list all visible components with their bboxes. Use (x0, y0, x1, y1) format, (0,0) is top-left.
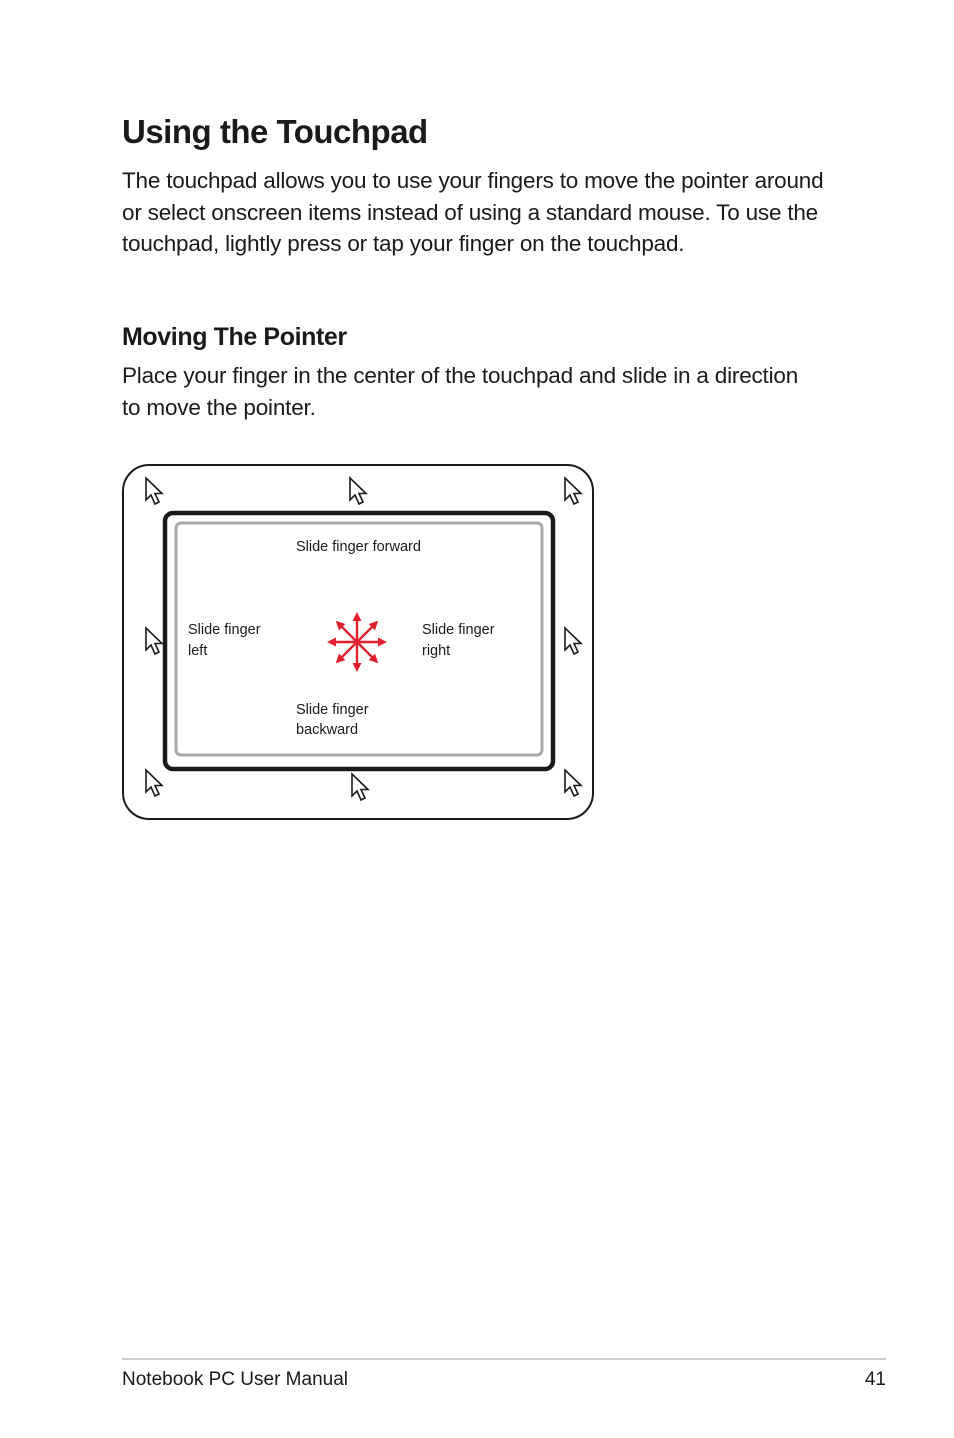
direction-arrows-icon (327, 612, 387, 672)
page-number: 41 (864, 1369, 886, 1390)
page-title: Using the Touchpad (122, 113, 428, 150)
label-left: left (188, 643, 208, 659)
label-forward: Slide finger forward (296, 539, 421, 555)
section-heading: Moving The Pointer (122, 323, 347, 351)
footer-divider (122, 1358, 886, 1360)
label-right: Slide finger (422, 622, 495, 638)
label-left: Slide finger (188, 622, 261, 638)
label-right: right (422, 643, 451, 659)
label-backward: Slide finger (296, 702, 369, 718)
touchpad-diagram (122, 464, 596, 824)
intro-paragraph: The touchpad allows you to use your fingers to move the pointer around or select onscreen items instead of using a standard mouse. To use the touchpad, lightly press or tap your finger on the touchpad. (122, 168, 824, 256)
footer-manual-title: Notebook PC User Manual (122, 1369, 348, 1390)
label-backward: backward (296, 722, 359, 738)
instruction-paragraph: Place your finger in the center of the touchpad and slide in a direction to move the pointer. (122, 363, 799, 420)
